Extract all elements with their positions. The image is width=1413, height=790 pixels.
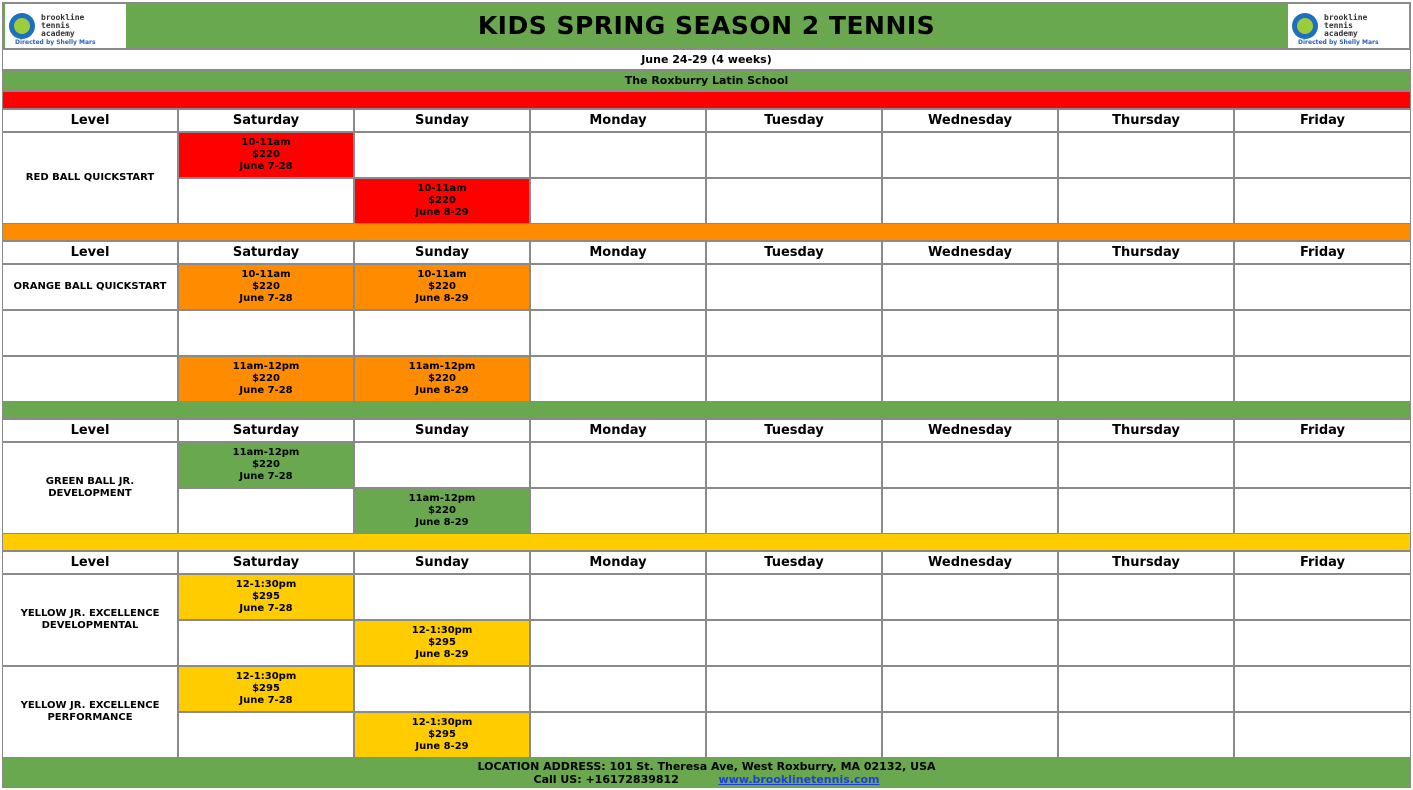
empty-slot (1234, 442, 1411, 488)
column-header-wednesday: Wednesday (882, 241, 1058, 264)
footer (2, 757, 1411, 788)
level-label (2, 310, 178, 356)
column-header-tuesday: Tuesday (706, 551, 882, 574)
empty-slot (178, 310, 354, 356)
class-slot[interactable] (354, 488, 530, 534)
class-slot[interactable] (354, 264, 530, 310)
level-label: GREEN BALL JR. DEVELOPMENT (2, 442, 178, 534)
column-header-thursday: Thursday (1058, 241, 1234, 264)
empty-slot (706, 666, 882, 712)
slot-price: $295 (252, 591, 280, 602)
slot-price: $220 (428, 195, 456, 206)
tennis-ball-icon (1292, 13, 1318, 39)
slot-dates: June 7-28 (239, 385, 293, 396)
section-band-green (2, 401, 1411, 419)
class-slot[interactable] (178, 132, 354, 178)
logo-line1: brookline (41, 13, 85, 22)
level-label: YELLOW JR. EXCELLENCE PERFORMANCE (2, 666, 178, 758)
empty-slot (354, 132, 530, 178)
column-header-monday: Monday (530, 551, 706, 574)
column-header-thursday: Thursday (1058, 551, 1234, 574)
empty-slot (706, 712, 882, 758)
empty-slot (706, 574, 882, 620)
logo-line2: tennis (1324, 21, 1353, 30)
empty-slot (1234, 666, 1411, 712)
column-header-level: Level (2, 419, 178, 442)
slot-price: $295 (252, 683, 280, 694)
level-label: RED BALL QUICKSTART (2, 132, 178, 224)
website-link[interactable]: www.brooklinetennis.com (718, 772, 880, 786)
slot-time: 10-11am (417, 269, 467, 280)
empty-slot (1058, 666, 1234, 712)
empty-slot (530, 178, 706, 224)
column-header-saturday: Saturday (178, 109, 354, 132)
section-band-red (2, 91, 1411, 109)
empty-slot (882, 264, 1058, 310)
slot-time: 12-1:30pm (235, 579, 297, 590)
location-address: LOCATION ADDRESS: 101 St. Theresa Ave, West Roxburry, MA 02132, USA (477, 759, 936, 773)
empty-slot (530, 356, 706, 402)
empty-slot (1058, 356, 1234, 402)
slot-dates: June 8-29 (415, 293, 469, 304)
empty-slot (882, 356, 1058, 402)
empty-slot (1058, 310, 1234, 356)
column-header-friday: Friday (1234, 109, 1411, 132)
column-header-friday: Friday (1234, 241, 1411, 264)
slot-time: 11am-12pm (408, 361, 476, 372)
empty-slot (530, 264, 706, 310)
slot-price: $220 (252, 281, 280, 292)
empty-slot (1234, 620, 1411, 666)
column-header-sunday: Sunday (354, 109, 530, 132)
empty-slot (706, 620, 882, 666)
empty-slot (882, 666, 1058, 712)
slot-dates: June 8-29 (415, 649, 469, 660)
empty-slot (530, 620, 706, 666)
slot-time: 12-1:30pm (411, 717, 473, 728)
empty-slot (530, 488, 706, 534)
column-header-monday: Monday (530, 241, 706, 264)
empty-slot (882, 488, 1058, 534)
slot-time: 12-1:30pm (235, 671, 297, 682)
empty-slot (1058, 488, 1234, 534)
section-band-orange (2, 223, 1411, 241)
slot-dates: June 8-29 (415, 741, 469, 752)
empty-slot (1234, 488, 1411, 534)
empty-slot (706, 132, 882, 178)
class-slot[interactable] (178, 264, 354, 310)
column-header-sunday: Sunday (354, 551, 530, 574)
column-header-saturday: Saturday (178, 419, 354, 442)
slot-time: 11am-12pm (232, 361, 300, 372)
empty-slot (1058, 264, 1234, 310)
class-slot[interactable] (354, 712, 530, 758)
phone-number: Call US: +16172839812 (533, 772, 679, 786)
empty-slot (1234, 712, 1411, 758)
empty-slot (354, 574, 530, 620)
slot-price: $220 (252, 149, 280, 160)
class-slot[interactable] (178, 356, 354, 402)
slot-time: 11am-12pm (232, 447, 300, 458)
column-header-saturday: Saturday (178, 551, 354, 574)
empty-slot (706, 488, 882, 534)
empty-slot (530, 574, 706, 620)
empty-slot (1058, 574, 1234, 620)
class-slot[interactable] (178, 442, 354, 488)
empty-slot (882, 178, 1058, 224)
empty-slot (1234, 264, 1411, 310)
empty-slot (1234, 178, 1411, 224)
empty-slot (530, 442, 706, 488)
slot-dates: June 8-29 (415, 385, 469, 396)
column-header-monday: Monday (530, 419, 706, 442)
column-header-friday: Friday (1234, 551, 1411, 574)
column-header-level: Level (2, 241, 178, 264)
tennis-ball-icon (9, 13, 35, 39)
empty-slot (882, 620, 1058, 666)
column-header-thursday: Thursday (1058, 109, 1234, 132)
slot-price: $220 (428, 505, 456, 516)
empty-slot (882, 712, 1058, 758)
page-title: KIDS SPRING SEASON 2 TENNIS (2, 2, 1411, 49)
empty-slot (530, 132, 706, 178)
slot-price: $220 (428, 373, 456, 384)
empty-slot (178, 620, 354, 666)
empty-slot (1234, 356, 1411, 402)
slot-time: 12-1:30pm (411, 625, 473, 636)
empty-slot (354, 310, 530, 356)
class-slot[interactable] (354, 620, 530, 666)
logo-tagline: Directed by Shelly Mars (15, 39, 96, 46)
school-name: The Roxburry Latin School (2, 70, 1411, 91)
season-dates: June 24-29 (4 weeks) (2, 49, 1411, 70)
empty-slot (178, 488, 354, 534)
column-header-friday: Friday (1234, 419, 1411, 442)
column-header-level: Level (2, 109, 178, 132)
slot-dates: June 7-28 (239, 293, 293, 304)
column-header-wednesday: Wednesday (882, 109, 1058, 132)
empty-slot (354, 442, 530, 488)
empty-slot (706, 310, 882, 356)
empty-slot (882, 310, 1058, 356)
empty-slot (530, 666, 706, 712)
empty-slot (882, 132, 1058, 178)
level-label: YELLOW JR. EXCELLENCE DEVELOPMENTAL (2, 574, 178, 666)
empty-slot (1058, 178, 1234, 224)
slot-price: $295 (428, 729, 456, 740)
column-header-sunday: Sunday (354, 419, 530, 442)
column-header-wednesday: Wednesday (882, 419, 1058, 442)
slot-dates: June 8-29 (415, 207, 469, 218)
column-header-wednesday: Wednesday (882, 551, 1058, 574)
slot-price: $220 (252, 373, 280, 384)
slot-dates: June 8-29 (415, 517, 469, 528)
slot-dates: June 7-28 (239, 161, 293, 172)
column-header-saturday: Saturday (178, 241, 354, 264)
empty-slot (1234, 574, 1411, 620)
level-label (2, 356, 178, 402)
column-header-monday: Monday (530, 109, 706, 132)
level-label: ORANGE BALL QUICKSTART (2, 264, 178, 310)
class-slot[interactable] (178, 574, 354, 620)
logo-right (1288, 4, 1409, 48)
logo-line1: brookline (1324, 13, 1368, 22)
empty-slot (1058, 442, 1234, 488)
column-header-thursday: Thursday (1058, 419, 1234, 442)
slot-time: 10-11am (417, 183, 467, 194)
slot-price: $295 (428, 637, 456, 648)
empty-slot (882, 574, 1058, 620)
empty-slot (178, 178, 354, 224)
logo-left (5, 4, 126, 48)
logo-tagline: Directed by Shelly Mars (1298, 39, 1379, 46)
column-header-sunday: Sunday (354, 241, 530, 264)
empty-slot (530, 310, 706, 356)
empty-slot (1234, 132, 1411, 178)
slot-price: $220 (252, 459, 280, 470)
logo-line3: academy (1324, 29, 1358, 38)
empty-slot (530, 712, 706, 758)
contact-line (534, 773, 880, 786)
slot-dates: June 7-28 (239, 471, 293, 482)
empty-slot (706, 264, 882, 310)
empty-slot (354, 666, 530, 712)
class-slot[interactable] (354, 178, 530, 224)
empty-slot (1234, 310, 1411, 356)
class-slot[interactable] (354, 356, 530, 402)
slot-time: 11am-12pm (408, 493, 476, 504)
empty-slot (1058, 132, 1234, 178)
empty-slot (178, 712, 354, 758)
logo-line3: academy (41, 29, 75, 38)
empty-slot (882, 442, 1058, 488)
column-header-tuesday: Tuesday (706, 419, 882, 442)
empty-slot (706, 356, 882, 402)
slot-dates: June 7-28 (239, 603, 293, 614)
slot-price: $220 (428, 281, 456, 292)
slot-time: 10-11am (241, 269, 291, 280)
column-header-level: Level (2, 551, 178, 574)
empty-slot (706, 442, 882, 488)
column-header-tuesday: Tuesday (706, 241, 882, 264)
empty-slot (1058, 620, 1234, 666)
slot-dates: June 7-28 (239, 695, 293, 706)
empty-slot (1058, 712, 1234, 758)
empty-slot (706, 178, 882, 224)
logo-line2: tennis (41, 21, 70, 30)
class-slot[interactable] (178, 666, 354, 712)
column-header-tuesday: Tuesday (706, 109, 882, 132)
section-band-yellow (2, 533, 1411, 551)
slot-time: 10-11am (241, 137, 291, 148)
